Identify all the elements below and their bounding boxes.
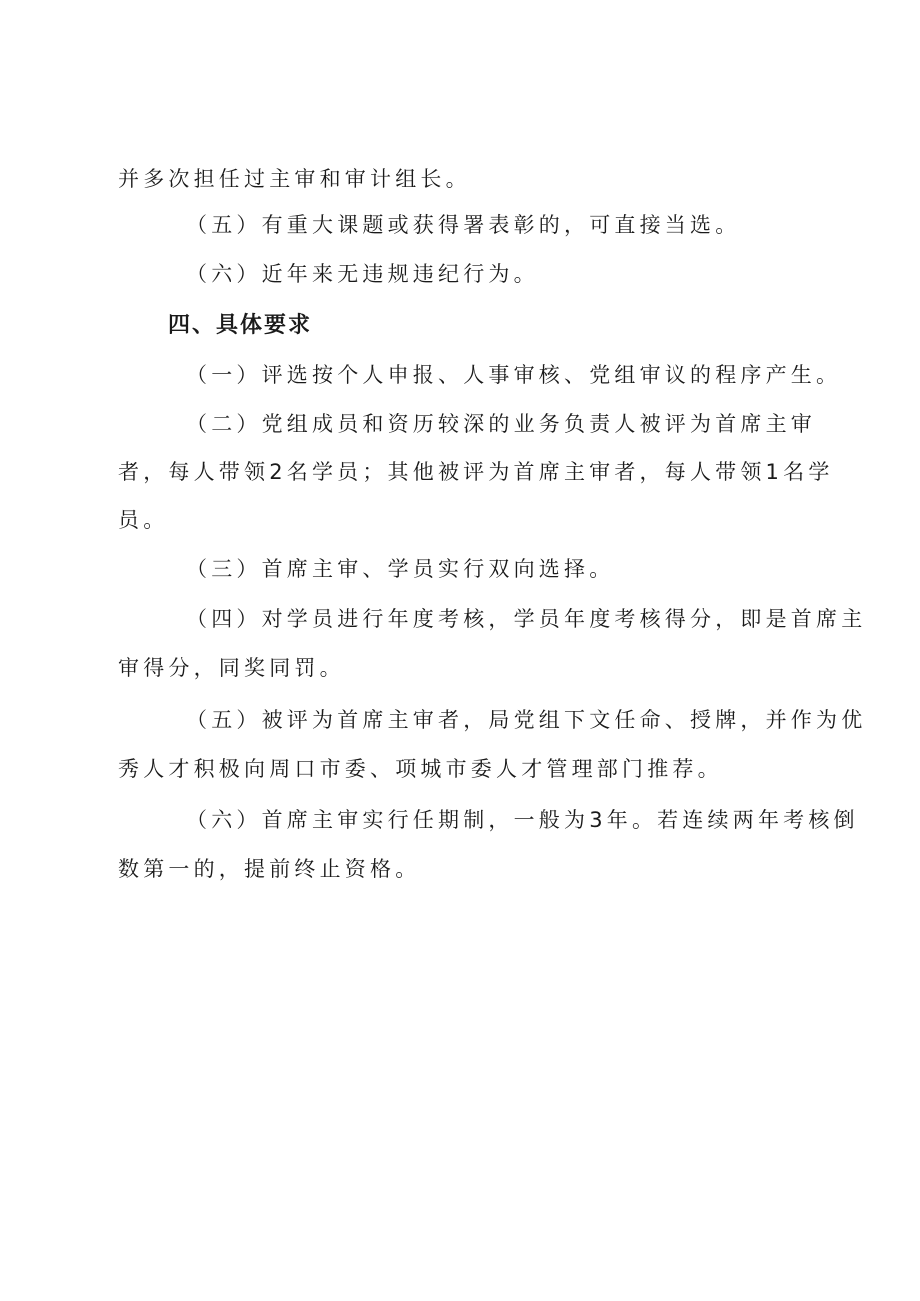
paragraph-line: （三）首席主审、学员实行双向选择。 <box>186 557 615 581</box>
section-heading: 四、具体要求 <box>168 313 313 338</box>
paragraph-line: 秀人才积极向周口市委、项城市委人才管理部门推荐。 <box>118 757 723 781</box>
paragraph-line: 员。 <box>118 508 169 532</box>
paragraph-line: 者，每人带领2名学员；其他被评为首席主审者，每人带领1名学 <box>118 460 834 484</box>
paragraph-line: 审得分，同奖同罚。 <box>118 656 345 680</box>
paragraph-line: （四）对学员进行年度考核，学员年度考核得分，即是首席主 <box>186 607 867 631</box>
paragraph-line: （五）有重大课题或获得署表彰的，可直接当选。 <box>186 213 741 237</box>
paragraph-line: 并多次担任过主审和审计组长。 <box>118 167 471 191</box>
paragraph-line: （六）近年来无违规违纪行为。 <box>186 262 539 286</box>
paragraph-line: （五）被评为首席主审者，局党组下文任命、授牌，并作为优 <box>186 708 867 732</box>
paragraph-line: （一）评选按个人申报、人事审核、党组审议的程序产生。 <box>186 363 842 387</box>
paragraph-line: 数第一的，提前终止资格。 <box>118 857 421 881</box>
paragraph-line: （二）党组成员和资历较深的业务负责人被评为首席主审 <box>186 412 816 436</box>
paragraph-line: （六）首席主审实行任期制，一般为3年。若连续两年考核倒 <box>186 808 859 832</box>
